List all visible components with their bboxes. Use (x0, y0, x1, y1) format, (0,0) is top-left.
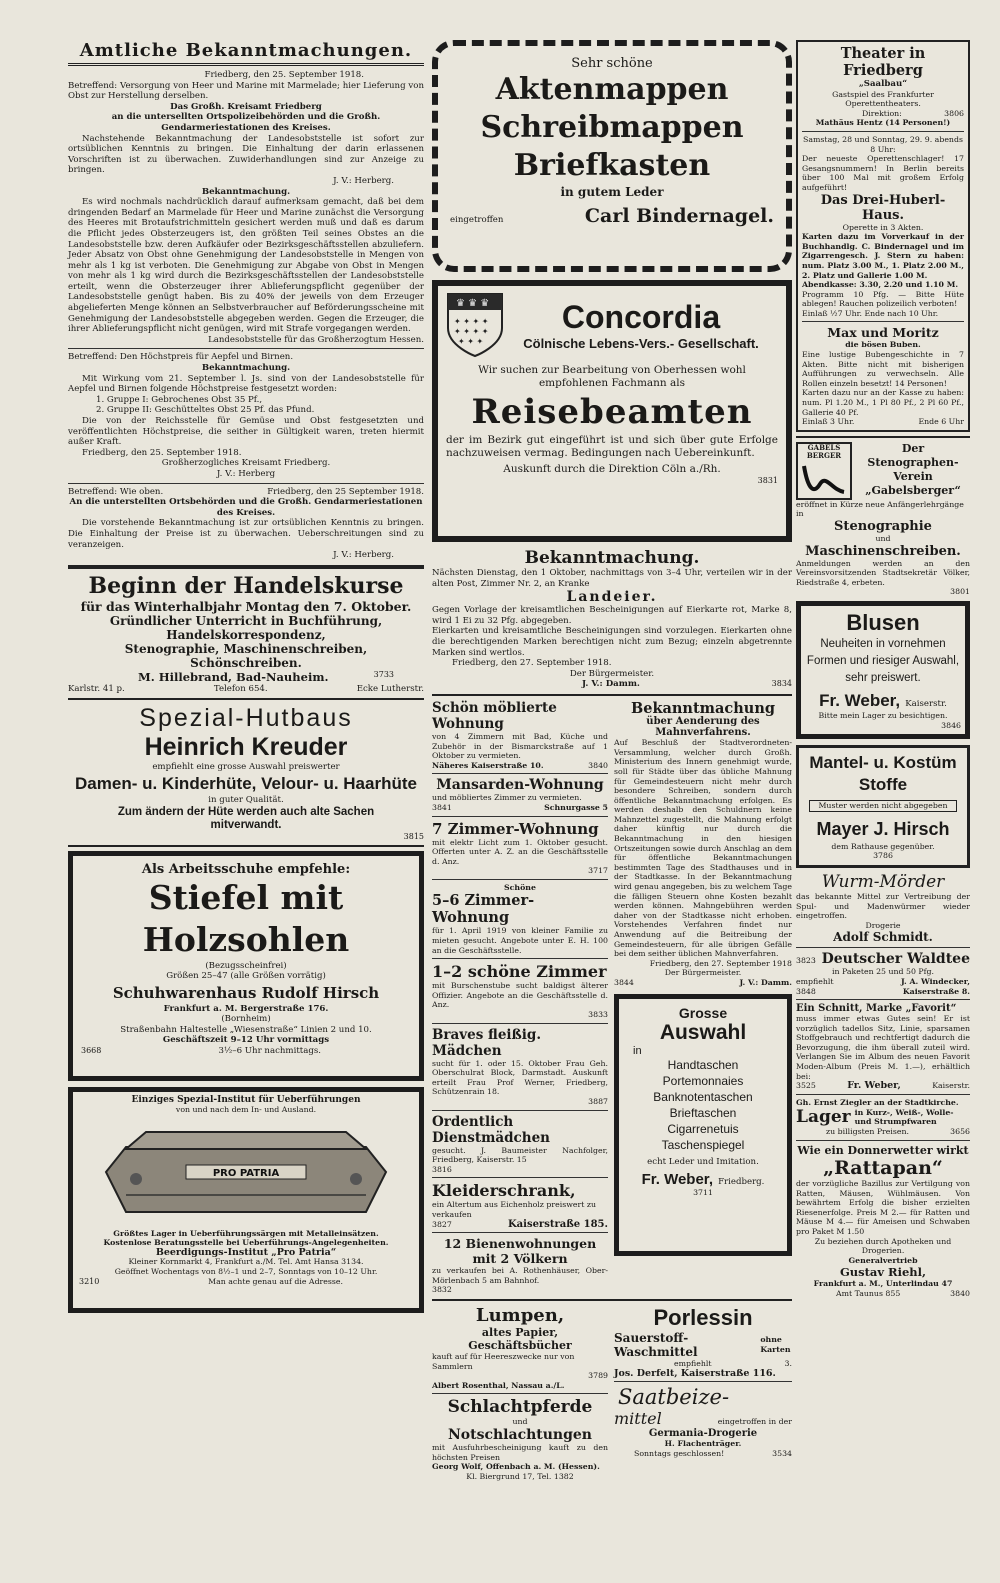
item-list: Handtaschen Portemonnaies Banknotentaschen Brieftaschen Cigarrenetuis Taschenspiegel (653, 1057, 753, 1152)
ad-grosse-auswahl: Grosse Auswahl in Handtaschen Portemonnaies Banknotentaschen Brieftaschen Cigarrenetuis Taschenspiegel echt Leder und Imitation. Fr. Weber, Friedberg. 3711 (614, 994, 792, 1256)
middle-classifieds (432, 700, 792, 1295)
ad-kleiderschrank: Kleiderschrank, ein Altertum aus Eichenholz preiswert zu verkaufen 3827 Kaiserstraße 185. (432, 1181, 608, 1230)
gabelsberger-logo: GABELS BERGER (796, 442, 852, 500)
ad-blusen: Blusen Neuheiten in vornehmen Formen und riesiger Auswahl, sehr preiswert. Fr. Weber, Kaiserstr. Bitte mein Lager zu besichtigen. 3846 (796, 601, 970, 739)
middle-bottom-right (614, 1305, 792, 1481)
coffin-illustration (86, 1117, 406, 1227)
middle-bottom (432, 1305, 792, 1481)
ad-aktenmappen: Sehr schöne Aktenmappen Schreibmappen Briefkasten in gutem Leder eingetroffen Carl Bindernagel. (432, 40, 792, 272)
coat-of-arms-icon (446, 292, 504, 358)
classifieds-right (614, 700, 792, 1295)
notice-as-above: Betreffend: Wie oben. Friedberg, den 25 September 1918. An die unterstellten Ortsbehörden und die Großh. Gendarmeriestationen des Kreises. Die vorstehende Bekanntmachung ist zur ortsüblichen Kenntnis zu bringen. Die Einhaltung der Preise ist zu überwachen. Ueberschreitungen sind zu veranzeigen. J. V.: Herberg. (68, 486, 424, 561)
coffin-plate-text: PRO PATRIA (212, 1167, 280, 1179)
ad-maedchen: Braves fleißig. Mädchen sucht für 1. oder 15. Oktober Frau Geh. Oberschulrat Block, Darmstadt. Auskunft erteilt Frau Prof Werner, Friedberg, Schützenrain 18. 3887 (432, 1026, 608, 1106)
ad-schlachtpferde: Schlachtpferde und Notschlachtungen mit Ausfuhrbescheinigung kauft zu den höchsten Preisen Georg Wolf, Offenbach a. M. (Hessen). Kl. Biergrund 17, Tel. 1382 (432, 1397, 608, 1481)
ad-mansarden: Mansarden-Wohnung und möbliertes Zimmer zu vermieten. 3841 Schnurgasse 5 (432, 777, 608, 812)
ad-stenographen: GABELS BERGER Der Stenographen-Verein „Gabelsberger“ eröffnet in Kürze neue Anfängerlehrgänge in Stenographie und Maschinenschreiben. Anmeldungen werden an den Vereinsvorsitzenden Stadtsekretär Völker, Riedstraße 4, erbeten. 3801 (796, 441, 970, 597)
ad-lumpen: Lumpen, altes Papier, Geschäftsbücher kauft auf für Heereszwecke nur von Sammlern 3789 Albert Rosenthal, Nassau a./L. (432, 1304, 608, 1390)
ad-pro-patria: Einziges Spezial-Institut für Ueberführungen von und nach dem In- und Ausland. PRO PATRIA Größtes Lager in Ueberführungssärgen mit Metalleinsätzen. Kostenlose Beratungsstelle bei Ueberführungs-Angelegenheiten. Beerdigungs-Institut „Pro Patria“ Kleiner Kornmarkt 4, Frankfurt a./M. Tel. Amt Hansa 3134. Geöffnet Wochentags von 8½–1 und 2–7, Sonntags von 10–12 Uhr. 3210 Man achte genau auf die Adresse. (68, 1087, 424, 1313)
ad-concordia: ♛ ♛ ♛ ✦ ✦ ✦ ✦ ✦ ✦ ✦ ✦ ✦ ✦ ✦ Concordia Cölnische Lebens-Vers.- Gesellschaft. Wir suchen zur Bearbeitung von Oberhessen wohl empfohlenen Fachmann als Reisebeamten der im Bezirk gut eingeführt ist und sich über gute Erfolge nachzuweisen vermag. Bedingungen nach Uebereinkunft. Auskunft durch die Direktion Cöln a./Rh. 3831 (432, 280, 792, 542)
middle-bottom-left (432, 1305, 608, 1481)
ad-handelskurse: Beginn der Handelskurse für das Winterhalbjahr Montag den 7. Oktober. Gründlicher Unterricht in Buchführung, Handelskorrespondenz, Stenographie, Maschinenschreiben, Schönschreiben. M. Hillebrand, Bad-Nauheim. 3733 Karlstr. 41 p. Telefon 654. Ecke Lutherstr. (68, 572, 424, 694)
svg-text:✦ ✦ ✦: ✦ ✦ ✦ (458, 337, 484, 346)
ad-theater: Theater in Friedberg „Saalbau“ Gastspiel des Frankfurter Operettentheaters. Direktion: 3806 Mathäus Hentz (14 Personen!) Samstag, 28 und Sonntag, 29. 9. abends 8 Uhr: Der neueste Operettenschlager! 17 Gesangsnummern! In Berlin bereits über 100 Mal mit großem Erfolg aufgeführt! Das Drei-Huberl-Haus. Operette in 3 Akten. Karten dazu im Vorverkauf in der Buchhandlg. C. Bindernagel und im Zigarrengesch. J. Stern zu haben: num. Platz 3.00 M., 1. Platz 2.00 M., 2. Platz und Gallerie 1.00 M. Abendkasse: 3.30, 2.20 und 1.10 M. Programm 10 Pfg. — Bitte Hüte ablegen! Rauchen polizeilich verboten! Einlaß ½7 Uhr. Ende nach 10 Uhr. Max und Moritz die bösen Buben. Eine lustige Bubengeschichte in 7 Akten. Bitte nicht mit bisherigen Aufführungen zu verwechseln. Alle Rollen einzeln besetzt! 14 Personen! Karten dazu nur an der Kasse zu haben: num. Pl 1.20 M., 1 Pl 80 Pf., 2 Pl 60 Pf., Gallerie 40 Pf. Einlaß 3 Uhr. Ende 6 Uhr (796, 40, 970, 432)
svg-text:✦ ✦ ✦ ✦: ✦ ✦ ✦ ✦ (454, 327, 489, 336)
ad-7-zimmer: 7 Zimmer-Wohnung mit elektr Licht zum 1. Oktober gesucht. Offerten unter A. Z. an die Geschäftsstelle d. Anz. 3717 (432, 819, 608, 876)
ad-saatbeize: Saatbeize- mittel eingetroffen in der Germania-Drogerie H. Flachenträger. Sonntags geschlossen! 3534 (614, 1385, 792, 1458)
classifieds-left (432, 700, 608, 1295)
notice-landeier: Bekanntmachung. Nächsten Dienstag, den 1 Oktober, nachmittags von 3–4 Uhr, verteilen wir in der alten Post, Zimmer Nr. 2, an Kranke Landeier. Gegen Vorlage der kreisamtlichen Bescheinigungen auf Eierkarte rot, Marke 8, wird 1 Ei zu 32 Pfg. abgegeben. Eierkarten und kreisamtliche Bescheinigungen sind vorzulegen. Eierkarten ohne die berechtigenden Marken berechtigen nicht zum Bezug; einzeln abgetrennte Marken sind wertlos. Friedberg, den 27. September 1918. Der Bürgermeister. J. V.: Damm. 3834 (432, 548, 792, 690)
ad-porlessin: Porlessin Sauerstoff-Waschmittel ohne Karten empfiehlt 3. Jos. Derfelt, Kaiserstraße 116. (614, 1304, 792, 1379)
ad-holzsohlen: Als Arbeitsschuhe empfehle: Stiefel mit Holzsohlen (Bezugsscheinfrei) Größen 25–47 (alle Größen vorrätig) Schuhwarenhaus Rudolf Hirsch Frankfurt a. M. Bergerstraße 176. (Bornheim) Straßenbahn Haltestelle „Wiesenstraße“ Linien 2 und 10. Geschäftszeit 9–12 Uhr vormittags 3668 3½–6 Uhr nachmittags. (68, 851, 424, 1081)
column-left (68, 40, 424, 1313)
notice-mahnverfahren: Bekanntmachung über Aenderung des Mahnverfahrens. Auf Beschluß der Stadtverordneten-Versammlung, welcher durch Großh. Ministerium des Innern genehmigt wurde, soll für Städte über das übliche Mahnung für Gemeindesteuern nicht mehr durch besondere Schreiben, sondern durch öffentliche Bekanntmachung erfolgen. Es werden deshalb den Schuldnern keine Mahnzettel zugestellt, die Mahnung erfolgt daher künftig nur durch die Bekanntmachung in den hiesigen Ortszeitungen sowie durch Anschlag an dem für öffentliche Bekanntmachungen bestimmten Tage des Stadthauses und in der Stadtkasse. In der Bekanntmachung wird genau angegeben, bis zu welchem Tage die fälligen Steuern ohne Kosten bezahlt werden können. Mahngebühren werden daher von der Stadtkasse nicht erhoben. Vorstehendes Verfahren findet nur Anwendung auf die Beitreibung der Gemeindesteuern, für alle übrigen Gefälle bei dem seither üblichen Mahnverfahren. Friedberg, den 27. September 1918 Der Bürgermeister. 3844 J. V.: Damm. (614, 699, 792, 987)
svg-text:♛ ♛ ♛: ♛ ♛ ♛ (456, 298, 490, 309)
ad-dienstmaedchen: Ordentlich Dienstmädchen gesucht. J. Baumeister Nachfolger, Friedberg, Kaiserstr. 15 3816 (432, 1113, 608, 1174)
svg-text:✦ ✦ ✦ ✦: ✦ ✦ ✦ ✦ (454, 317, 489, 326)
notice-marmalade: Friedberg, den 25. September 1918. Betreffend: Versorgung von Heer und Marine mit Marmelade; hier Lieferung von Obst zur Herstellung derselben. Das Großh. Kreisamt Friedberg an die untersellten Ortspolizeibehörden und die Großh. Gendarmeriestationen des Kreises. Nachstehende Bekanntmachung der Landesobststelle ist sofort zur ortsüblichen Kenntnis zu bringen. Die Einhaltung der darin erlassenen Vorschriften ist zu überwachen. Zuwiderhandlungen sind zur Anzeige zu bringen. J. V.: Herberg. Bekanntmachung. Es wird nochmals nachdrücklich darauf aufmerksam gemacht, daß bei dem dringenden Bedarf an Marmelade für Heer und Marine zunächst die Versorgung des Heeres mit Brotaufstrichmitteln gesichert werden muß und daß es darum die Pflicht jedes Obsterzeugers ist, den größten Teil seines Obstes an die Landesobststelle bzw. deren Aufkäufer oder Bezirksgeschäftsstellen abzuliefern. Jeder Absatz von Obst ohne Genehmigung der Landesobststelle in Mengen von mehr als 1 kg ist verboten. Die Genehmigung zur Abgabe von Obst in Mengen von mehr als 1 kg wird durch die Bezirksgeschäftsstellen der Landesobststelle erteilt, wenn die Obsterzeuger ihrer Ablieferungspflicht gegenüber der Landesobststelle genügt haben. Bis zu 40% der jeweils von dem Erzeuger abgelieferten Menge können an Selbstverbraucher auf Beförderungsscheine mit Genehmigung der Landesobststelle abgegeben werden. Gegen die Erzeuger, die ihrer Ablieferungspflicht nicht genügen, wird mit Strafe vorgegangen werden. Landesobststelle für das Großherzogtum Hessen. (68, 70, 424, 345)
ad-1-2-zimmer: 1–2 schöne Zimmer mit Burschenstube sucht baldigst älterer Offizier. Angebote an die Geschäftsstelle d. Anz. 3833 (432, 962, 608, 1020)
ad-rattapan: Wie ein Donnerwetter wirkt „Rattapan“ der vorzügliche Bazillus zur Vertilgung von Ratten, Mäusen, Wühlmäusen. Von bewährtem Erfolg die bisher erzielten Riesenerfolge. Preis M 2.— für Ratten und Mäuse M 4.— für Ameisen und Schwaben pro Paket M 1.50 Zu beziehen durch Apotheken und Drogerien. Generalvertrieb Gustav Riehl, Frankfurt a. M., Unterlindau 47 Amt Taunus 855 3840 (796, 1144, 970, 1298)
ad-ziegler: Gh. Ernst Ziegler an der Stadtkirche. Lager in Kurz-, Weiß-, Wolle- und Strumpfwaren zu billigsten Preisen. 3656 (796, 1097, 970, 1137)
column-right (796, 40, 970, 1299)
shorthand-stroke-icon (798, 460, 850, 498)
notice-fruit-prices: Betreffend: Den Höchstpreis für Aepfel und Birnen. Bekanntmachung. Mit Wirkung vom 21. September l. Js. sind von der Landesobststelle für Aepfel und Birnen folgende Höchstpreise festgesetzt worden: 1. Gruppe I: Gebrochenes Obst 35 Pf., 2. Gruppe II: Geschütteltes Obst 25 Pf. das Pfund. Die von der Reichsstelle für Gemüse und Obst festgesetzten und veröffentlichten Höchstpreise, die seither in Gültigkeit waren, treten hiermit außer Kraft. Friedberg, den 25. September 1918. Großherzogliches Kreisamt Friedberg. J. V.: Herberg (68, 352, 424, 479)
ad-5-6-zimmer: Schöne 5–6 Zimmer-Wohnung für 1. April 1919 von kleiner Familie zu mieten gesucht. Angebote unter E. H. 100 an die Geschäftsstelle. (432, 882, 608, 955)
column-middle (432, 40, 792, 1481)
official-notices-title: Amtliche Bekanntmachungen. (68, 40, 424, 66)
ad-mantel-stoffe: Mantel- u. Kostüm Stoffe Muster werden nicht abgegeben Mayer J. Hirsch dem Rathause gegenüber. 3786 (796, 745, 970, 868)
ad-kreuder-hats: Spezial-Hutbaus Heinrich Kreuder empfiehlt eine grosse Auswahl preiswerter Damen- u. Kinderhüte, Velour- u. Haarhüte in guter Qualität. Zum ändern der Hüte werden auch alte Sachen mitverwandt. 3815 (75, 704, 424, 841)
ad-moeblierte-wohnung: Schön möblierte Wohnung von 4 Zimmern mit Bad, Küche und Zubehör in der Bismarckstraße auf 1 Oktober zu vermieten. Näheres Kaiserstraße 10. 3840 (432, 699, 608, 770)
ad-bienen: 12 Bienenwohnungen mit 2 Völkern zu verkaufen bei A. Rothenhäuser, Ober-Mörlenbach 5 am Bahnhof. 3832 (432, 1236, 608, 1295)
ad-waldtee: 3823 Deutscher Waldtee in Paketen 25 und 50 Pfg. empfiehlt J. A. Windecker, 3848 Kaiserstraße 8. (796, 951, 970, 996)
ad-wurm-moerder: Wurm-Mörder das bekannte Mittel zur Vertreibung der Spul- und Madenwürmer wieder eingetroffen. Drogerie Adolf Schmidt. (796, 871, 970, 945)
ad-favorit: Ein Schnitt, Marke „Favorit“ muss immer etwas Gutes sein! Er ist vorzüglich tadellos Sitz, Linie, sparsamen Stoffgebrauch und rechtfertigt dadurch die Bevorzugung, die ihm überall zuteil wird. Verlangen Sie im Album des neuen Favorit Moden-Album (Preis M. 1.—), erhältlich bei: 3525 Fr. Weber, Kaiserstr. (796, 1003, 970, 1092)
